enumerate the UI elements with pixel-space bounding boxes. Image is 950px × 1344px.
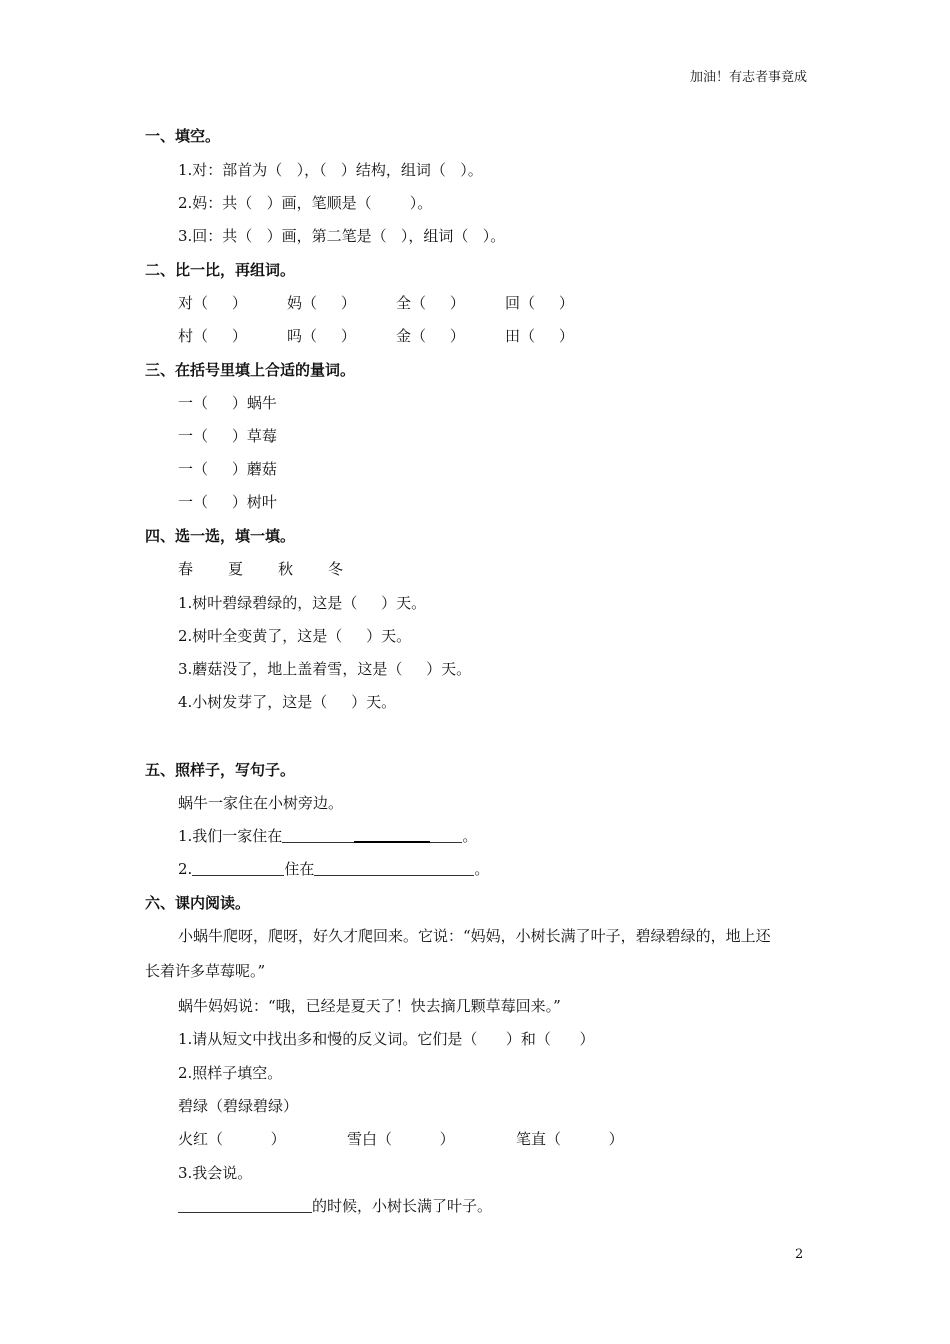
s4-option: 夏 [228, 560, 244, 578]
section-2-title: 二、比一比，再组词。 [145, 261, 296, 279]
answer-blank[interactable] [192, 860, 284, 876]
s3-item: 一（ ）蜗牛 [178, 394, 277, 412]
s5-question-2 [178, 859, 489, 879]
s6-question-1: 1.请从短文中找出多和慢的反义词。它们是（ ）和（ ） [178, 1030, 595, 1048]
section-3-title: 三、在括号里填上合适的量词。 [145, 361, 356, 379]
s6-fill-item: 笔直（ ） [516, 1130, 624, 1148]
s6-passage-2: 蜗牛妈妈说：“哦，已经是夏天了！快去摘几颗草莓回来。” [178, 997, 561, 1015]
s4-options [178, 559, 378, 579]
s4-option: 秋 [278, 560, 294, 578]
s6-question-3-answer [178, 1196, 492, 1216]
s6-fill-item: 雪白（ ） [347, 1130, 455, 1148]
page-header: 加油！有志者事竟成 [689, 70, 807, 85]
s2-word: 田（ ） [505, 327, 574, 345]
s6-question-3: 3.我会说。 [178, 1164, 253, 1182]
s2-word: 全（ ） [396, 294, 465, 312]
s6-fill-row [178, 1129, 685, 1149]
s4-question-3: 3.蘑菇没了，地上盖着雪，这是（ ）天。 [178, 660, 472, 678]
answer-blank[interactable] [314, 860, 474, 876]
s3-item: 一（ ）树叶 [178, 493, 277, 511]
section-5-title: 五、照样子，写句子。 [145, 761, 296, 779]
s4-option: 冬 [328, 560, 344, 578]
s2-word: 金（ ） [396, 327, 465, 345]
s6-question-2: 2.照样子填空。 [178, 1064, 283, 1082]
s1-question-2: 2.妈：共（ ）画，笔顺是（ ）。 [178, 194, 433, 212]
s5-question-1 [178, 826, 477, 846]
s1-question-3: 3.回：共（ ）画，第二笔是（ ），组词（ ）。 [178, 227, 506, 245]
s5-q2-prefix: 2. [178, 860, 193, 878]
s2-word: 村（ ） [178, 327, 247, 345]
s4-question-2: 2.树叶全变黄了，这是（ ）天。 [178, 627, 412, 645]
section-1-title: 一、填空。 [145, 127, 221, 145]
s5-q1-suffix: 。 [462, 827, 478, 845]
s1-question-1: 1.对：部首为（ ），（ ）结构，组词（ ）。 [178, 161, 483, 179]
section-6-title: 六、课内阅读。 [145, 894, 251, 912]
s3-item: 一（ ）草莓 [178, 427, 277, 445]
s6-q3-suffix: 的时候，小树长满了叶子。 [312, 1197, 493, 1215]
s2-word: 吗（ ） [287, 327, 356, 345]
s5-q1-prefix: 1.我们一家住在 [178, 827, 283, 845]
s5-example: 蜗牛一家住在小树旁边。 [178, 794, 344, 812]
section-4-title: 四、选一选，填一填。 [145, 527, 296, 545]
s2-row-1 [178, 293, 614, 313]
s4-question-4: 4.小树发芽了，这是（ ）天。 [178, 693, 397, 711]
s6-passage-line-1: 小蜗牛爬呀，爬呀，好久才爬回来。它说：“妈妈，小树长满了叶子，碧绿碧绿的，地上还 [178, 927, 771, 945]
s2-row-2 [178, 326, 614, 346]
answer-blank[interactable] [430, 827, 462, 843]
answer-blank[interactable] [354, 826, 430, 843]
s6-example: 碧绿（碧绿碧绿） [178, 1097, 299, 1115]
s2-word: 对（ ） [178, 294, 247, 312]
answer-blank[interactable] [178, 1197, 312, 1213]
s2-word: 妈（ ） [287, 294, 356, 312]
s4-option: 春 [178, 560, 194, 578]
s4-question-1: 1.树叶碧绿碧绿的，这是（ ）天。 [178, 594, 427, 612]
s5-q2-mid: 住在 [284, 860, 315, 878]
s6-fill-item: 火红（ ） [178, 1130, 286, 1148]
answer-blank[interactable] [282, 827, 354, 843]
s5-q2-suffix: 。 [474, 860, 490, 878]
s6-passage-line-2: 长着许多草莓呢。” [145, 962, 266, 980]
s2-word: 回（ ） [505, 294, 574, 312]
s3-item: 一（ ）蘑菇 [178, 460, 277, 478]
page-number: 2 [795, 1247, 804, 1262]
